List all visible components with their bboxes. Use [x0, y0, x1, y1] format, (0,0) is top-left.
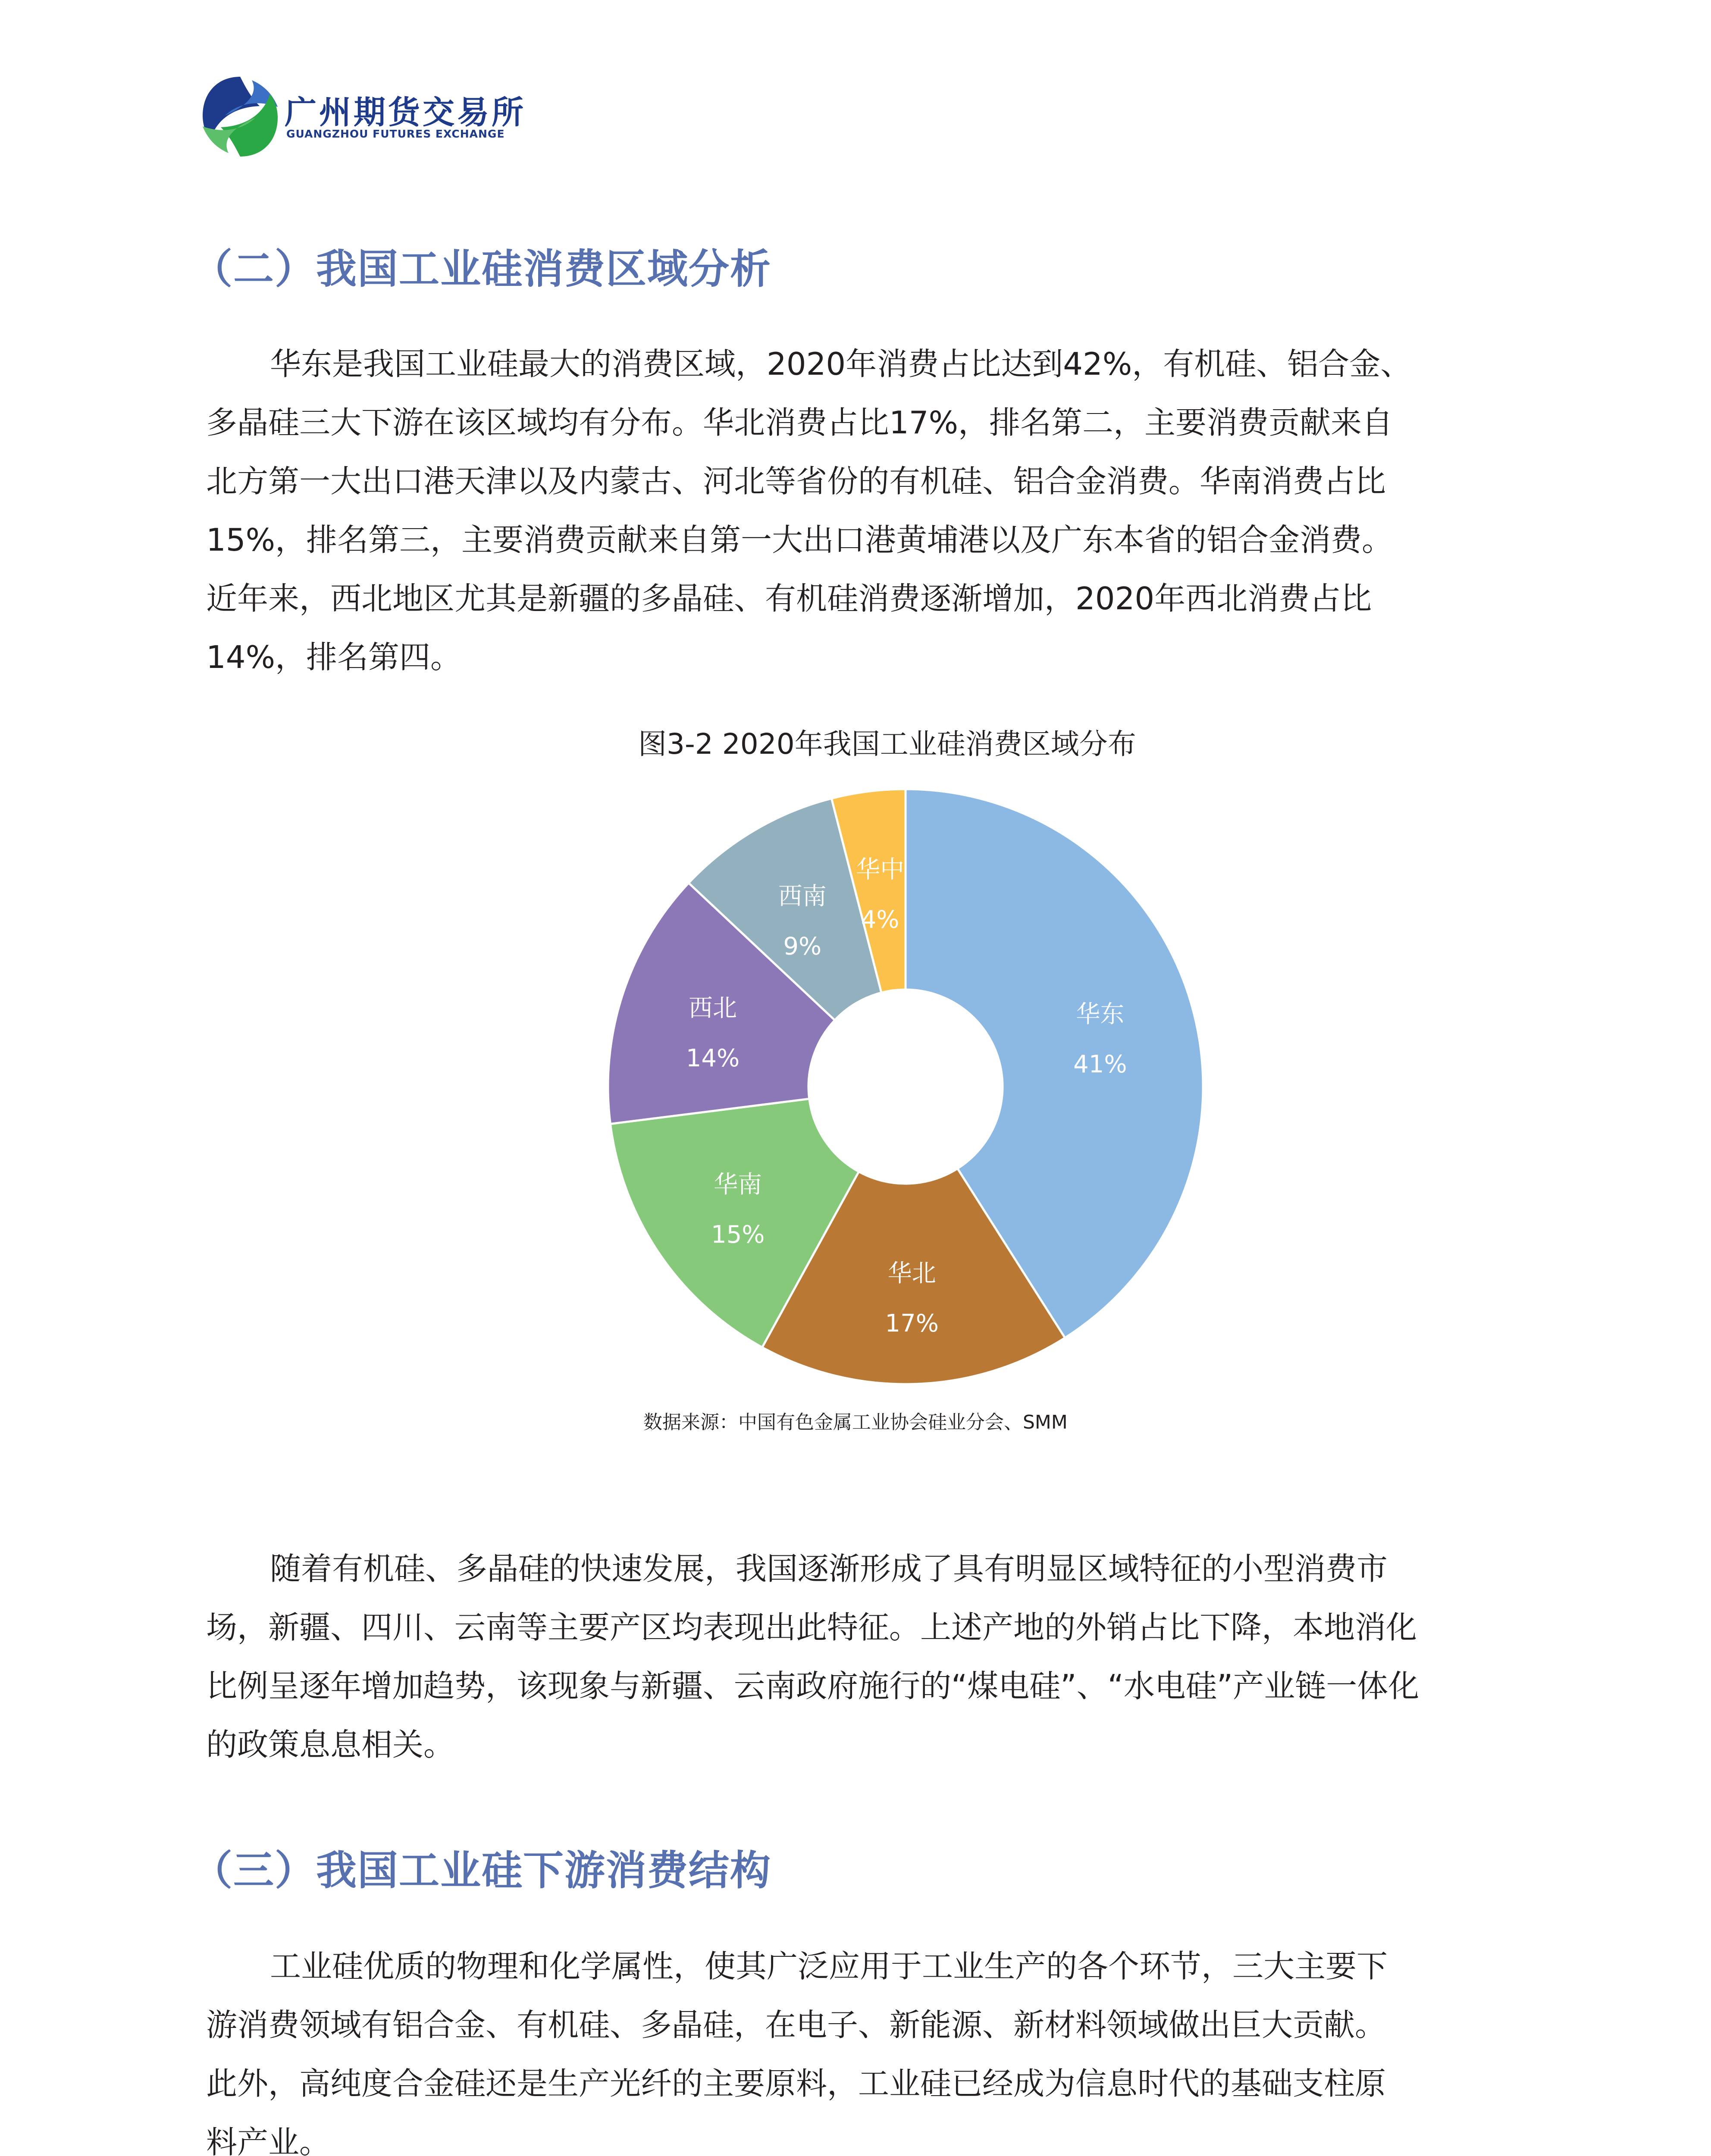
- paragraph-line: 多晶硅三大下游在该区域均有分布。华北消费占比17%，排名第二，主要消费贡献来自: [206, 404, 1393, 441]
- paragraph: [206, 1539, 1515, 1774]
- paragraph-line: 此外，高纯度合金硅还是生产光纤的主要原料，工业硅已经成为信息时代的基础支柱原: [206, 2065, 1386, 2102]
- paragraph-line: 华东是我国工业硅最大的消费区域，2020年消费占比达到42%，有机硅、铝合金、: [270, 346, 1412, 382]
- slice-label: 华南: [714, 1171, 762, 1199]
- slice-label: 西南: [778, 882, 827, 911]
- section-heading: （三）我国工业硅下游消费结构: [192, 1847, 772, 1894]
- slice-value-label: 15%: [711, 1221, 765, 1249]
- paragraph-line: 随着有机硅、多晶硅的快速发展，我国逐渐形成了具有明显区域特征的小型消费市: [270, 1551, 1388, 1587]
- slice-value-label: 41%: [1073, 1050, 1127, 1078]
- paragraph-line: 的政策息息相关。: [206, 1727, 455, 1763]
- slice-value-label: 9%: [783, 932, 822, 961]
- paragraph-line: 近年来，西北地区尤其是新疆的多晶硅、有机硅消费逐渐增加，2020年西北消费占比: [206, 580, 1372, 617]
- slice-label: 西北: [689, 994, 737, 1022]
- paragraph-line: 料产业。: [206, 2124, 331, 2156]
- figure-source: 数据来源：中国有色金属工业协会硅业分会、SMM: [643, 1411, 1068, 1433]
- paragraph-line: 工业硅优质的物理和化学属性，使其广泛应用于工业生产的各个环节，三大主要下: [270, 1948, 1388, 1984]
- paragraph: [206, 1937, 1515, 2156]
- paragraph: [206, 335, 1515, 686]
- exchange-logo: [199, 72, 526, 165]
- figure-title: 图3-2 2020年我国工业硅消费区域分布: [638, 727, 1136, 761]
- slice-label: 华中: [856, 856, 905, 884]
- exchange-name-cn: 广州期货交易所: [285, 94, 526, 131]
- slice-label: 华北: [887, 1259, 936, 1288]
- paragraph-line: 场，新疆、四川、云南等主要产区均表现出此特征。上述产地的外销占比下降，本地消化: [206, 1609, 1417, 1645]
- slice-value-label: 4%: [861, 906, 899, 934]
- slice-value-label: 17%: [885, 1309, 939, 1338]
- slice-label: 华东: [1076, 1000, 1125, 1028]
- paragraph-line: 比例呈逐年增加趋势，该现象与新疆、云南政府施行的“煤电硅”、“水电硅”产业链一体化: [206, 1668, 1420, 1704]
- paragraph-line: 15%，排名第三，主要消费贡献来自第一大出口港黄埔港以及广东本省的铝合金消费。: [206, 522, 1393, 558]
- donut-chart: [595, 785, 1220, 1388]
- section-heading: （二）我国工业硅消费区域分析: [192, 246, 772, 293]
- exchange-name-en: GUANGZHOU FUTURES EXCHANGE: [286, 128, 505, 140]
- paragraph-line: 14%，排名第四。: [206, 639, 462, 675]
- paragraph-line: 游消费领域有铝合金、有机硅、多晶硅，在电子、新能源、新材料领域做出巨大贡献。: [206, 2007, 1386, 2043]
- paragraph-line: 北方第一大出口港天津以及内蒙古、河北等省份的有机硅、铝合金消费。华南消费占比: [206, 463, 1386, 499]
- exchange-logo-icon: [199, 72, 281, 161]
- slice-value-label: 14%: [686, 1044, 740, 1072]
